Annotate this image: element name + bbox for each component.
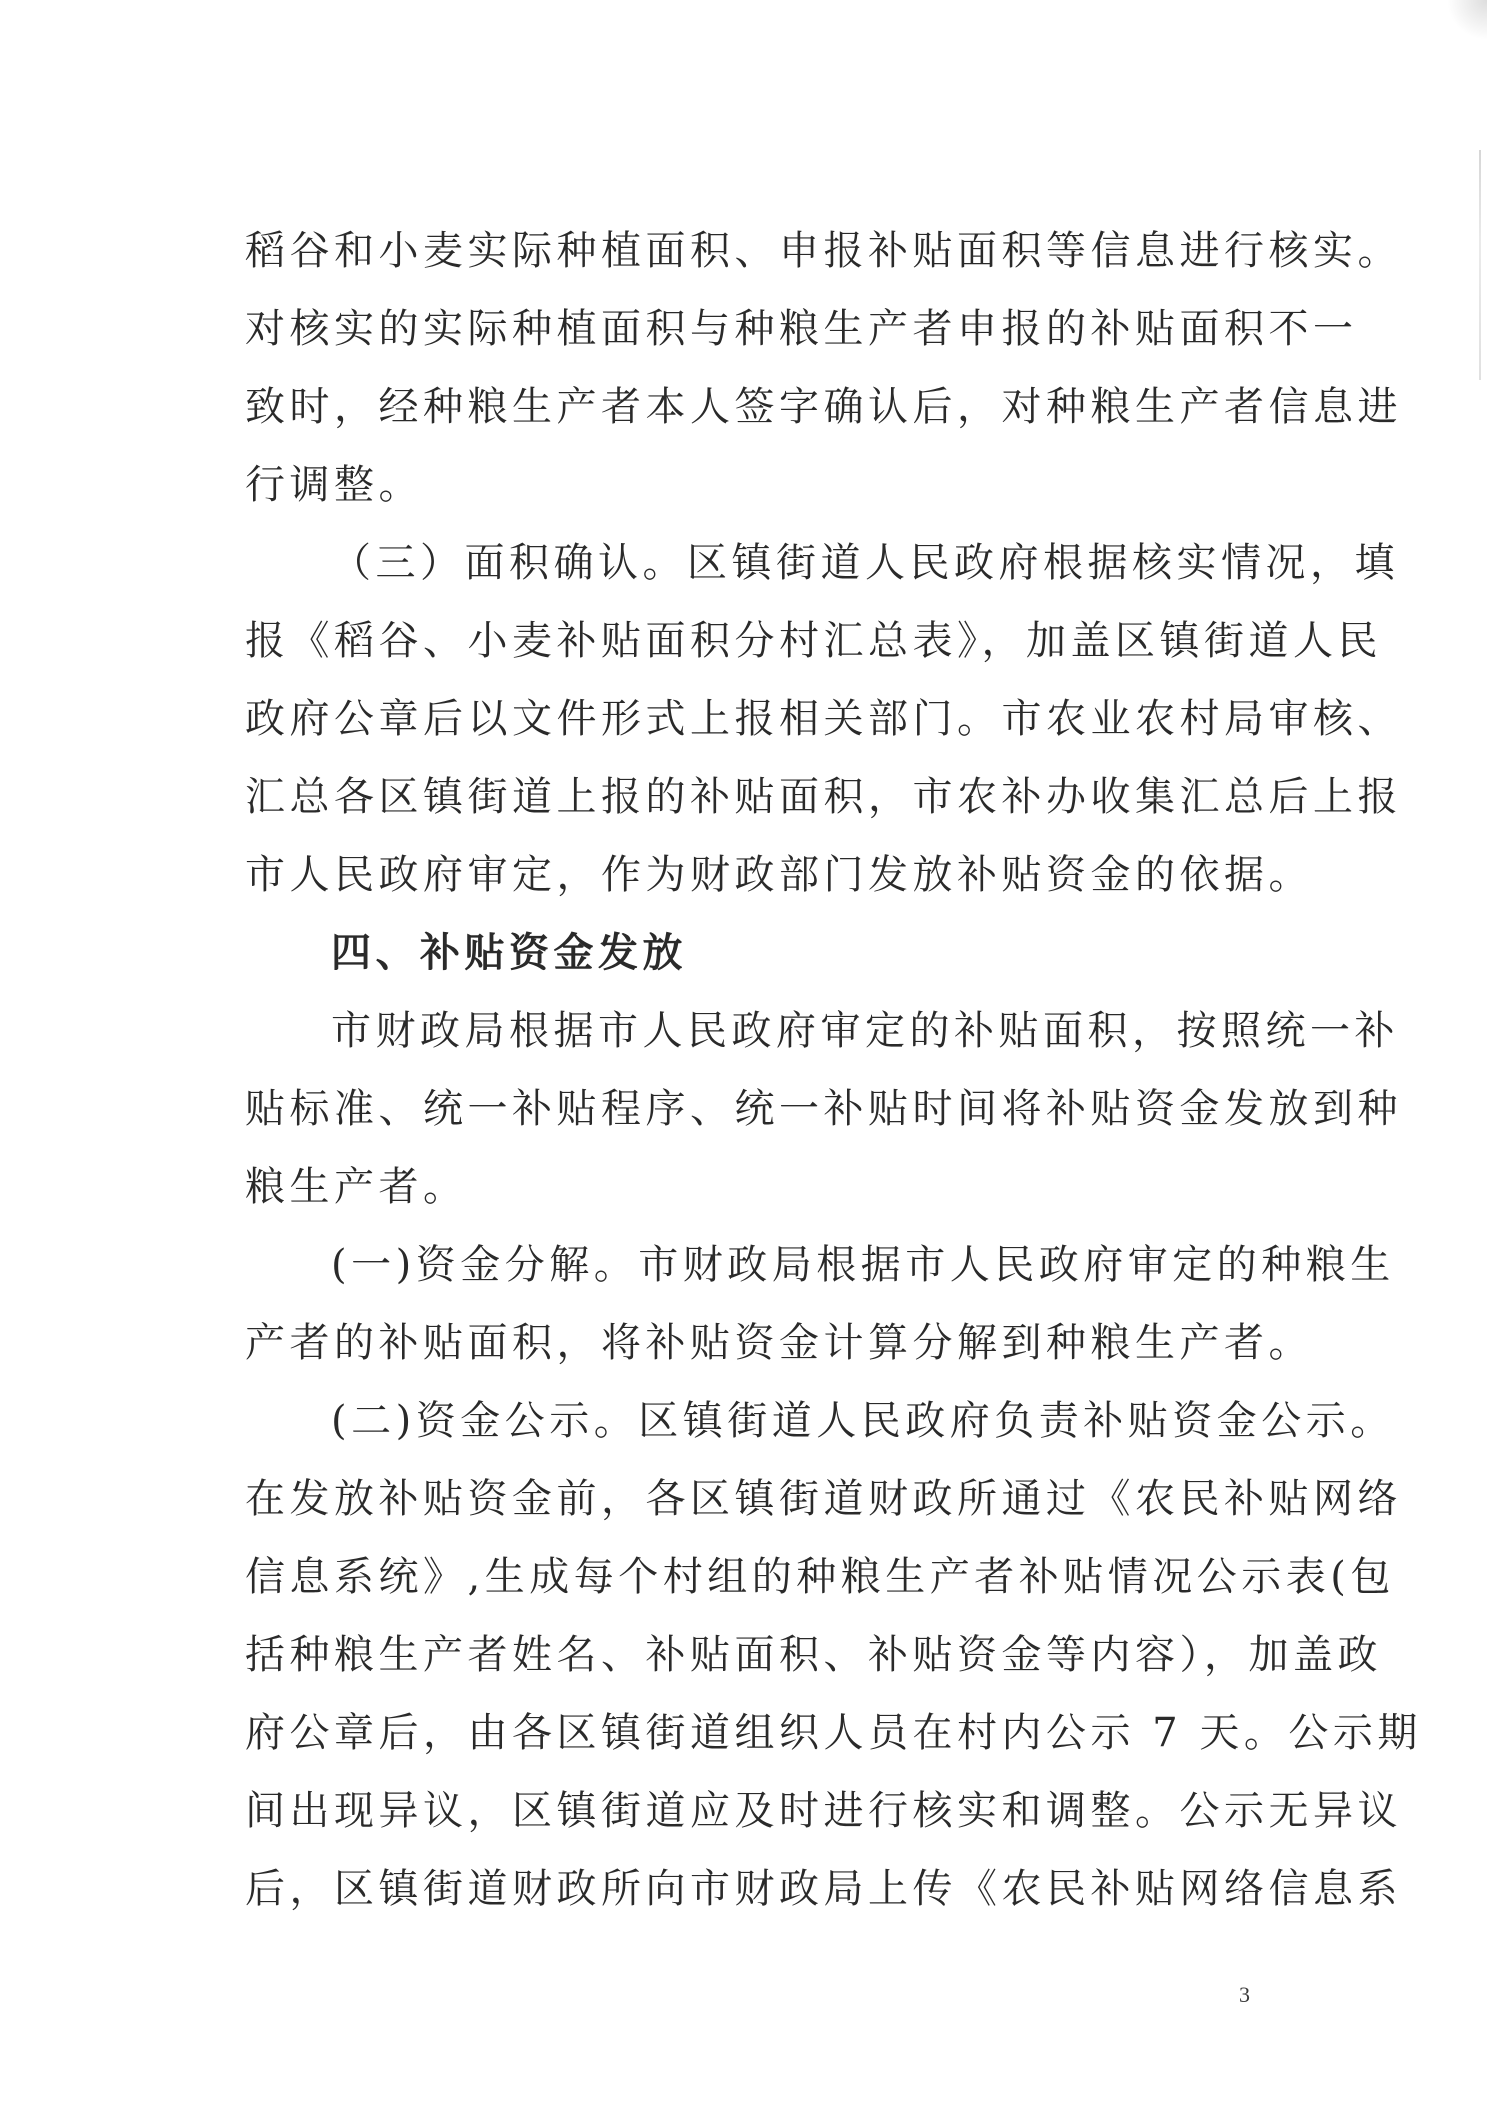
text-line: 市财政局根据市人民政府审定的补贴面积，按照统一补 [331,1008,1399,1054]
text-line: 汇总各区镇街道上报的补贴面积，市农补办收集汇总后上报 [245,774,1402,820]
text-line: 政府公章后以文件形式上报相关部门。市农业农村局审核、 [245,696,1402,742]
text-line: 间出现异议，区镇街道应及时进行核实和调整。公示无异议 [245,1788,1402,1834]
text-line: 贴标准、统一补贴程序、统一补贴时间将补贴资金发放到种 [245,1086,1402,1132]
text-line: 在发放补贴资金前，各区镇街道财政所通过《农民补贴网络 [245,1476,1402,1522]
text-line: 粮生产者。 [245,1164,468,1210]
document-body [245,212,1422,1928]
section-heading: 四、补贴资金发放 [331,930,687,976]
text-line: 报《稻谷、小麦补贴面积分村汇总表》，加盖区镇街道人民 [245,618,1382,664]
text-line: 后，区镇街道财政所向市财政局上传《农民补贴网络信息系 [245,1866,1402,1912]
scan-edge-mark [1479,150,1481,380]
text-line: (一)资金分解。市财政局根据市人民政府审定的种粮生 [331,1242,1395,1288]
text-line: 市人民政府审定，作为财政部门发放补贴资金的依据。 [245,852,1313,898]
text-line: (二)资金公示。区镇街道人民政府负责补贴资金公示。 [331,1398,1395,1444]
text-line: 致时，经种粮生产者本人签字确认后，对种粮生产者信息进 [245,384,1402,430]
text-line: 产者的补贴面积，将补贴资金计算分解到种粮生产者。 [245,1320,1313,1366]
text-line: 行调整。 [245,462,423,508]
text-line: （三）面积确认。区镇街道人民政府根据核实情况，填 [331,540,1399,586]
text-line: 信息系统》,生成每个村组的种粮生产者补贴情况公示表(包 [245,1554,1395,1600]
text-line: 府公章后，由各区镇街道组织人员在村内公示 7 天。公示期 [245,1710,1422,1756]
text-line: 稻谷和小麦实际种植面积、申报补贴面积等信息进行核实。 [245,228,1402,274]
text-line: 括种粮生产者姓名、补贴面积、补贴资金等内容），加盖政 [245,1632,1382,1678]
scan-corner-mark [1447,0,1487,40]
page-number: 3 [1239,1982,1250,2007]
text-line: 对核实的实际种植面积与种粮生产者申报的补贴面积不一 [245,306,1358,352]
